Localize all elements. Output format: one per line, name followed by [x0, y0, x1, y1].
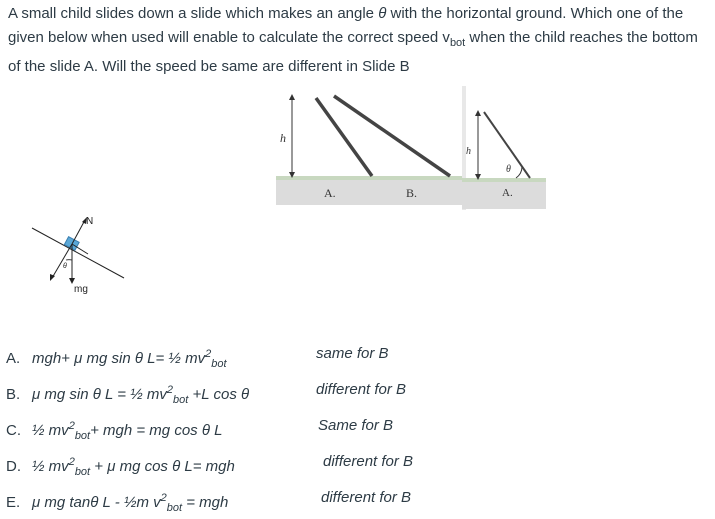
equation-text: + mgh = mg cos θ L: [90, 422, 223, 439]
small-slide-a-label: A.: [502, 187, 513, 199]
slide-b-label: B.: [406, 186, 418, 200]
option-b-answer: different for B: [316, 381, 407, 398]
subscript: bot: [74, 466, 91, 478]
option-equation: [32, 384, 250, 406]
slide-a-label: A.: [324, 186, 336, 200]
option-letter: A.: [6, 350, 21, 367]
option-letter: E.: [6, 494, 21, 511]
height-label: h: [280, 131, 286, 145]
superscript: 2: [160, 492, 167, 504]
equation-text: μ mg tanθ L - ½m v: [32, 494, 161, 511]
subscript: bot: [173, 394, 189, 406]
option-e-answer: different for B: [321, 489, 412, 506]
option-letter: B.: [6, 386, 21, 403]
option-a[interactable]: [6, 343, 227, 370]
option-e[interactable]: [6, 487, 229, 514]
option-equation: [32, 456, 235, 478]
equation-text: ½ mv: [32, 422, 69, 439]
equation-text: mgh+: [32, 350, 75, 367]
fbd-theta-label: θ: [63, 263, 67, 270]
normal-force-label: N: [86, 216, 94, 227]
option-a-answer: same for B: [316, 345, 389, 362]
option-c[interactable]: [6, 415, 223, 442]
slide-a-figure: [462, 106, 546, 210]
subscript: bot: [211, 358, 227, 370]
option-letter: C.: [6, 422, 21, 439]
option-equation: [32, 492, 229, 514]
small-height-label: h: [466, 146, 471, 157]
subscript: bot: [166, 502, 183, 514]
subscript: bot: [74, 430, 91, 442]
small-theta-label: θ: [506, 164, 511, 175]
equation-text: μ mg sin θ L= ½ mv: [74, 350, 206, 367]
option-letter: D.: [6, 458, 21, 475]
superscript: 2: [68, 420, 75, 432]
superscript: 2: [205, 348, 212, 360]
free-body-diagram: [28, 210, 128, 298]
equation-text: ½ mv: [32, 458, 69, 475]
superscript: 2: [68, 456, 75, 468]
option-d-answer: different for B: [323, 453, 414, 470]
equation-text: μ mg sin θ L = ½ mv: [32, 386, 167, 403]
equation-text: = mgh: [182, 494, 229, 511]
equation-text: + μ mg cos θ L= mgh: [90, 458, 235, 475]
option-c-answer: Same for B: [318, 417, 394, 434]
superscript: 2: [166, 384, 174, 396]
question-text: A small child slides down a slide which makes an angle θ with the horizontal ground. Which one of the given below when used will enable to calculate the correct speed $v_{bot}$ when the child reaches the bottom of the slide A. Will the speed be same are different in Slide B: [8, 5, 698, 75]
option-equation: [32, 420, 223, 442]
slides-figure: [276, 86, 466, 210]
option-d[interactable]: [6, 451, 235, 478]
option-b[interactable]: [6, 379, 250, 406]
weight-label: mg: [74, 284, 88, 295]
option-equation: [32, 348, 227, 370]
equation-text: +L cos θ: [188, 386, 250, 403]
